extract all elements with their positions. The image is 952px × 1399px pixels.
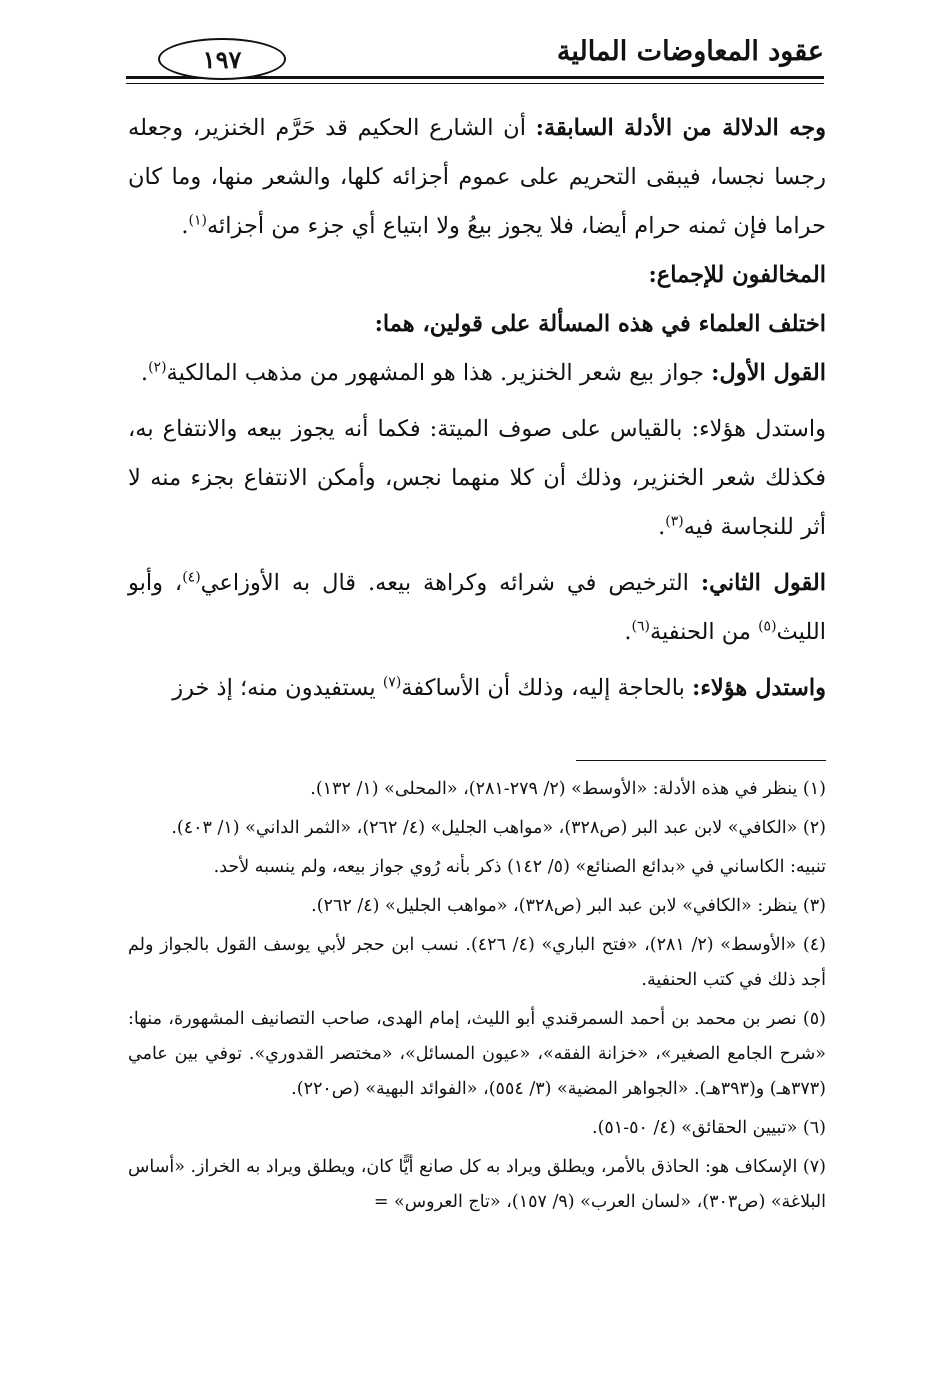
footnote-ref-4[interactable]: (٤) <box>182 569 201 586</box>
book-title: عقود المعاوضات المالية <box>556 36 824 67</box>
paragraph-argument-1 <box>128 405 826 552</box>
view2-text-b: ، وأبو الليث <box>128 570 826 645</box>
paragraph-evidence <box>128 104 826 251</box>
view2-text-c: من الحنفية <box>649 619 759 645</box>
heading-opponents: المخالفون للإجماع: <box>648 262 826 288</box>
footnote-ref-7[interactable]: (٧) <box>382 674 402 691</box>
page-number: ١٩٧ <box>158 38 286 80</box>
footnote-6: (٦) «تبيين الحقائق» (٤/ ٥٠-٥١). <box>592 1118 826 1138</box>
footnote-1: (١) ينظر في هذه الأدلة: «الأوسط» (٢/ ٢٧٩-٢٨١)، «المحلى» (١/ ١٣٢). <box>310 779 826 799</box>
footnote-separator <box>576 760 826 761</box>
argument2-text-a: بالحاجة إليه، وذلك أن الأساكفة <box>401 675 693 701</box>
footnote-ref-1[interactable]: (١) <box>188 212 207 229</box>
view1-end: . <box>140 360 149 386</box>
footnote-ref-5[interactable]: (٥) <box>758 618 777 635</box>
argument1-text: واستدل هؤلاء: بالقياس على صوف الميتة: فكما أنه يجوز بيعه والانتفاع به، فكذلك شعر الخنزير، وذلك أن كلا منهما نجس، وأمكن الانتفاع بجزء منه لا أثر للنجاسة فيه <box>128 416 826 540</box>
footnote-ref-6[interactable]: (٦) <box>631 618 650 635</box>
footnote-7: (٧) الإسكاف هو: الحاذق بالأمر، ويطلق ويراد به كل صانع أيًّا كان، ويطلق ويراد به الخراز. «أساس البلاغة» (ص٣٠٣)، «لسان العرب» (٩/ ١٥٧)، «تاج العروس» = <box>128 1157 826 1212</box>
header-rule-thin <box>126 83 824 84</box>
view1-text: جواز بيع شعر الخنزير. هذا هو المشهور من مذهب المالكية <box>166 360 712 386</box>
footnote-5: (٥) نصر بن محمد بن أحمد السمرقندي أبو الليث، إمام الهدى، صاحب التصانيف المشهورة، منها: «شرح الجامع الصغير»، «خزانة الفقه»، «عيون المسائل»، «مختصر القدوري». توفي بين عامي (٣٧٣هـ) و(٣٩٣هـ). «الجواهر المضية» (٣/ ٥٥٤)، «الفوائد البهية» (ص٢٢٠). <box>128 1009 826 1099</box>
footnote-ref-2[interactable]: (٢) <box>148 359 167 376</box>
footnote-note: تنبيه: الكاساني في «بدائع الصنائع» (٥/ ١٤٢) ذكر بأنه رُوي جواز بيعه، ولم ينسبه لأحد. <box>213 857 826 877</box>
footnote-3: (٣) ينظر: «الكافي» لابن عبد البر (ص٣٢٨)، «مواهب الجليل» (٤/ ٢٦٢). <box>311 896 826 916</box>
footnote-2: (٢) «الكافي» لابن عبد البر (ص٣٢٨)، «مواهب الجليل» (٤/ ٢٦٢)، «الثمر الداني» (١/ ٤٠٣). <box>171 818 826 838</box>
argument2-text-b: يستفيدون منه؛ إذ خرز <box>172 675 383 701</box>
paragraph-view-1 <box>128 349 826 398</box>
main-text <box>128 104 826 713</box>
view2-text-a: الترخيص في شرائه وكراهة بيعه. قال به الأوزاعي <box>200 570 701 596</box>
footnote-4: (٤) «الأوسط» (٢/ ٢٨١)، «فتح الباري» (٤/ ٤٢٦). نسب ابن حجر لأبي يوسف القول بالجواز ولم أجد ذلك في كتب الحنفية. <box>128 935 826 990</box>
paragraph-view-2 <box>128 559 826 657</box>
footnote-ref-3[interactable]: (٣) <box>665 513 684 530</box>
paragraph-argument-2 <box>128 664 826 713</box>
footnotes <box>128 772 826 1224</box>
evidence-lead: وجه الدلالة من الأدلة السابقة: <box>535 115 826 141</box>
view2-lead: القول الثاني: <box>700 570 827 596</box>
heading-two-views: اختلف العلماء في هذه المسألة على قولين، هما: <box>374 311 826 337</box>
evidence-end: . <box>181 213 189 239</box>
evidence-text: أن الشارع الحكيم قد حَرَّم الخنزير، وجعله رجسا نجسا، فيبقى التحريم على عموم أجزائه كلها، والشعر منها، وما كان حراما فإن ثمنه حرام أيضا، فلا يجوز بيعُ ولا ابتياع أي جزء من أجزائه <box>128 115 826 239</box>
page-header <box>126 26 824 96</box>
argument2-lead: واستدل هؤلاء: <box>692 675 826 701</box>
view1-lead: القول الأول: <box>711 360 826 386</box>
view2-end: . <box>624 619 632 645</box>
argument1-end: . <box>658 514 666 540</box>
